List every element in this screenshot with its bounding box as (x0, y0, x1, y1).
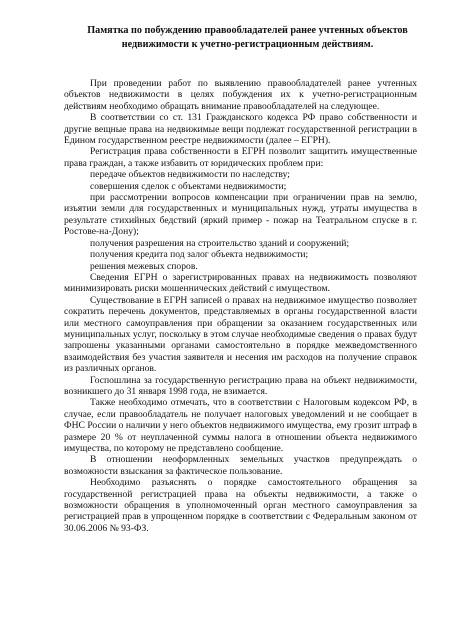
paragraph: Регистрация права собственности в ЕГРН позволит защитить имущественные права граждан, а также избавить от юридических проблем при: (64, 146, 417, 169)
paragraph: Существование в ЕГРН записей о правах на недвижимое имущество позволяет сократить перечень документов, представляемых в органы государственной власти или местного самоуправления при обращении за оказанием государственных или муниципальных услуг, поскольку в этом случае необходимые сведения о правах будут запрошены указанными органами самостоятельно в порядке межведомственного взаимодействия без участия заявителя и несения им расходов на получение справок из различных органов. (64, 294, 417, 375)
paragraph: Необходимо разъяснять о порядке самостоятельного обращения за государственной регистрацией права на объекты недвижимости, а также о возможности обращения в уполномоченный орган местного самоуправления за регистрацией прав в упрощенном порядке в соответствии с Федеральным законом от 30.06.2006 № 93-ФЗ. (64, 477, 417, 534)
list-item: получения кредита под залог объекта недвижимости; (90, 249, 309, 261)
paragraph: Госпошлина за государственную регистрацию права на объект недвижимости, возникшего до 31 января 1998 года, не взимается. (64, 374, 417, 397)
title-line-1: Памятка по побуждению правообладателей ранее учтенных объектов (87, 25, 408, 36)
list-item: решения межевых споров. (90, 260, 198, 272)
paragraph: При проведении работ по выявлению правообладателей ранее учтенных объектов недвижимости в целях побуждения их к учетно-регистрационным действиям необходимо обращать внимание правообладателей на следующее. (64, 78, 417, 112)
paragraph: Сведения ЕГРН о зарегистрированных правах на недвижимость позволяют минимизировать риски мошеннических действий с имуществом. (64, 271, 417, 295)
paragraph: В отношении неоформленных земельных участков предупреждать о возможности взыскания за фактическое пользование. (64, 454, 417, 477)
paragraph: Также необходимо отмечать, что в соответствии с Налоговым кодексом РФ, в случае, если правообладатель не получает налоговых уведомлений и не сообщает в ФНС России о наличии у него объектов недвижимого имущества, ему грозит штраф в размере 20 % от неуплаченной суммы налога в отношении объекта недвижимого имущества, по которому не представлено сообщение. (64, 397, 417, 454)
list-item: совершения сделок с объектами недвижимости; (90, 180, 287, 192)
list-item: получения разрешения на строительство зданий и сооружений; (90, 237, 350, 249)
list-item: передаче объектов недвижимости по наследству; (90, 169, 290, 181)
document-title (64, 24, 417, 52)
document-body (64, 78, 417, 534)
title-line-2: недвижимости к учетно-регистрационным действиям. (121, 39, 374, 50)
paragraph: В соответствии со ст. 131 Гражданского кодекса РФ право собственности и другие вещные права на недвижимые вещи подлежат государственной регистрации в Едином государственном реестре недвижимости (далее – ЕГРН). (64, 112, 417, 147)
list-item: при рассмотрении вопросов компенсации при ограничении прав на землю, изъятии земли для государственных и муниципальных нужд, утраты имущества в результате стихийных бедствий (яркий пример - пожар на Театральном спуске в г. Ростове-на-Дону); (64, 192, 417, 238)
